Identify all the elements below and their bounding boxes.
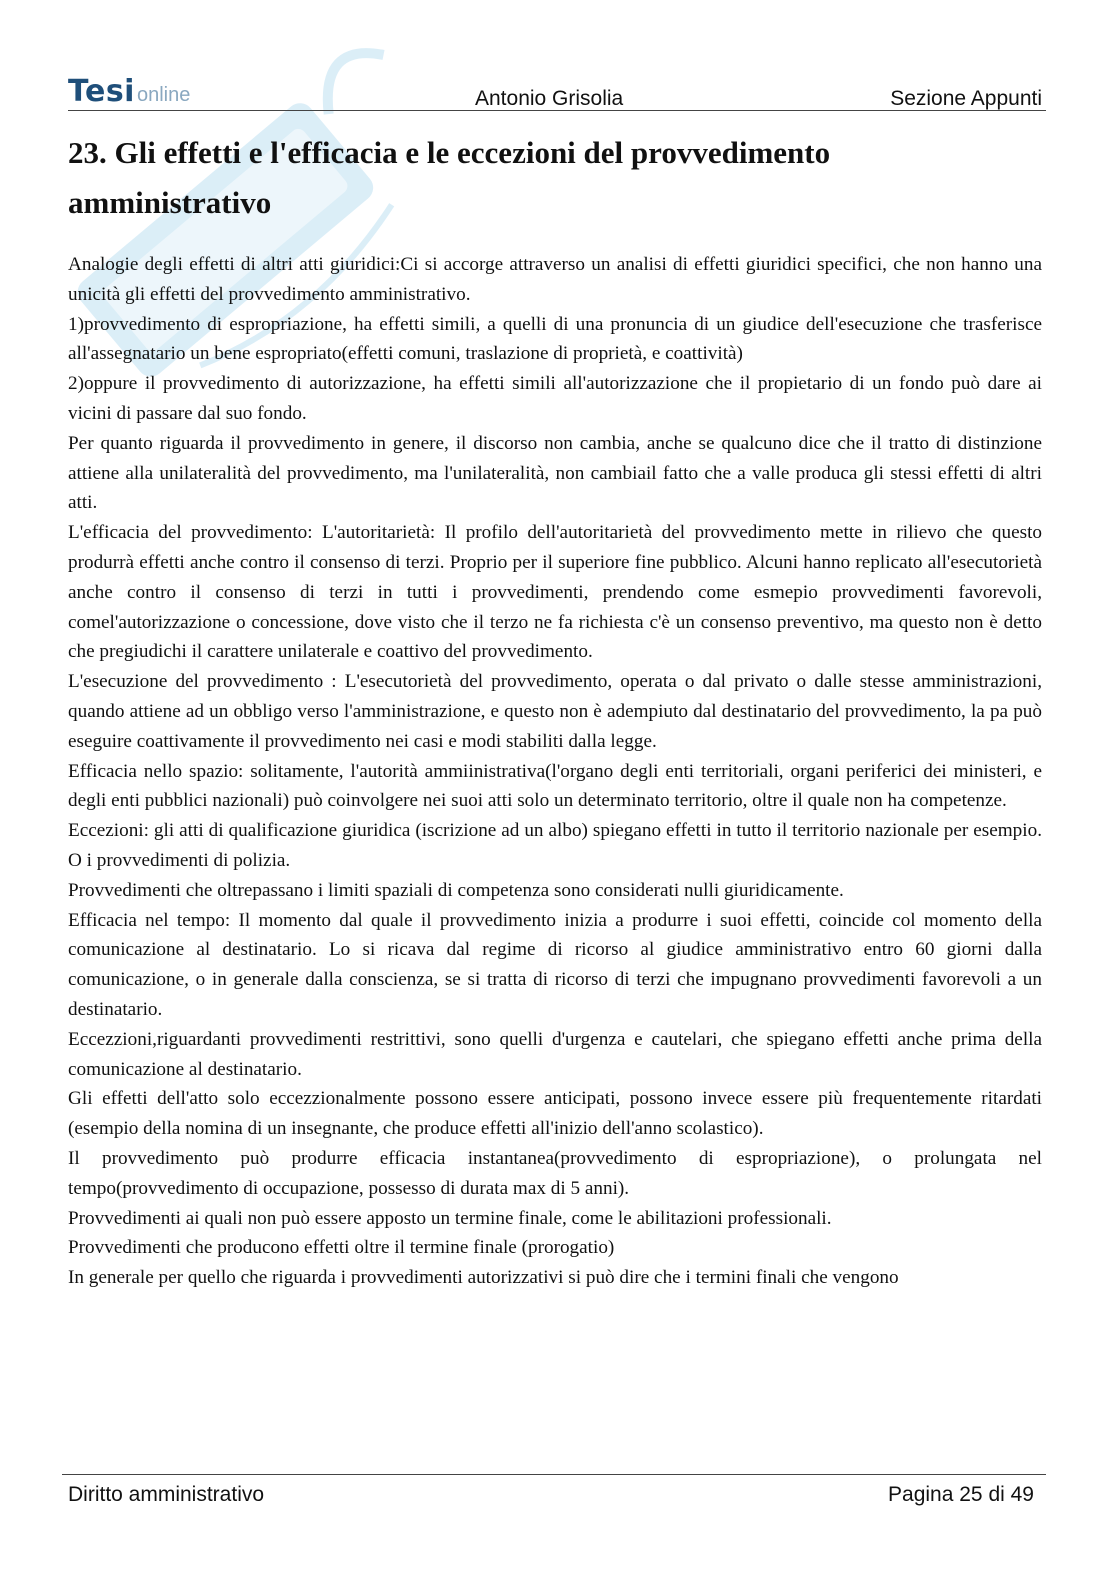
logo-sub-text: online bbox=[136, 84, 191, 106]
tesionline-logo bbox=[68, 74, 190, 108]
page-header bbox=[68, 72, 1048, 112]
paragraph: Efficacia nello spazio: solitamente, l'autorità ammiinistrativa(l'organo degli enti territoriali, organi periferici dei ministeri, e degli enti pubblici nazionali) può coinvolgere nei suoi atti solo un determinato territorio, oltre il quale non ha competenze. bbox=[68, 760, 1042, 812]
header-author: Antonio Grisolia bbox=[475, 87, 624, 110]
header-divider bbox=[68, 110, 1046, 111]
paragraph: Il provvedimento può produrre efficacia instantanea(provvedimento di espropriazione), o prolungata nel tempo(provvedimento di occupazione, possesso di durata max di 5 anni). bbox=[68, 1147, 1042, 1199]
page-number: Pagina 25 di 49 bbox=[888, 1483, 1034, 1506]
paragraph: L'efficacia del provvedimento: L'autoritarietà: Il profilo dell'autoritarietà del provvedimento mette in rilievo che questo produrrà effetti anche contro il consenso di terzi. Proprio per il superiore fine pubblico. Alcuni hanno replicato all'esecutorietà anche contro il consenso di terzi in tutti i provvedimenti, prendendo come esmepio provvedimenti favorevoli, comel'autorizzazione o concessione, dove visto che il terzo ne fa richiesta c'è un consenso preventivo, ma questo non è detto che pregiudichi il carattere unilaterale e coattivo del provvedimento. bbox=[68, 522, 1042, 663]
paragraph: Provvedimenti che oltrepassano i limiti spaziali di competenza sono considerati nulli giuridicamente. bbox=[68, 879, 844, 901]
paragraph: Provvedimenti ai quali non può essere apposto un termine finale, come le abilitazioni professionali. bbox=[68, 1207, 832, 1229]
paragraph: Analogie degli effetti di altri atti giuridici:Ci si accorge attraverso un analisi di effetti giuridici specifici, che non hanno una unicità gli effetti del provvedimento amministrativo. bbox=[68, 254, 1042, 305]
logo-main-text: Tesi bbox=[68, 74, 135, 109]
paragraph: Provvedimenti che producono effetti oltre il termine finale (prorogatio) bbox=[68, 1237, 615, 1259]
paragraph: Gli effetti dell'atto solo eccezzionalmente possono essere anticipati, possono invece essere più frequentemente ritardati (esempio della nomina di un insegnante, che produce effetti all'inizio dell'anno scolastico). bbox=[68, 1088, 1042, 1140]
paragraph: L'esecuzione del provvedimento : L'esecutorietà del provvedimento, operata o dal privato o dalle stesse amministrazioni, quando attiene ad un obbligo verso l'amministrazione, e questo non è adempiuto dal destinatario del provvedimento, la pa può eseguire coattivamente il provvedimento nei casi e modi stabiliti dalla legge. bbox=[68, 671, 1042, 752]
paragraph: Eccezioni: gli atti di qualificazione giuridica (iscrizione ad un albo) spiegano effetti in tutto il territorio nazionale per esempio. O i provvedimenti di polizia. bbox=[68, 820, 1042, 871]
paragraph: Eccezzioni,riguardanti provvedimenti restrittivi, sono quelli d'urgenza e cautelari, che spiegano effetti anche prima della comunicazione al destinatario. bbox=[68, 1028, 1042, 1080]
paragraph: 2)oppure il provvedimento di autorizzazione, ha effetti simili all'autorizzazione che il propietario di un fondo può dare ai vicini di passare dal suo fondo. bbox=[68, 373, 1042, 424]
paragraph: In generale per quello che riguarda i provvedimenti autorizzativi si può dire che i termini finali che vengono bbox=[68, 1267, 899, 1289]
paragraph: 1)provvedimento di espropriazione, ha effetti simili, a quelli di una pronuncia di un giudice dell'esecuzione che trasferisce all'assegnatario un bene espropriato(effetti comuni, traslazione di proprietà, e coattività) bbox=[68, 313, 1042, 365]
footer-divider bbox=[62, 1474, 1046, 1475]
page-footer bbox=[62, 1474, 1046, 1514]
chapter-title: 23. Gli effetti e l'efficacia e le eccezioni del provvedimento amministrativo bbox=[68, 135, 831, 220]
paragraph: Efficacia nel tempo: Il momento dal quale il provvedimento inizia a produrre i suoi effetti, coincide col momento della comunicazione al destinatario. Lo si ricava dal regime di ricorso al giudice amministrativo entro 60 giorni dalla comunicazione, o in generale dalla conscienza, se si tratta di ricorso di terzi che impugnano provvedimenti favorevoli a un destinatario. bbox=[68, 909, 1042, 1020]
paragraph: Per quanto riguarda il provvedimento in genere, il discorso non cambia, anche se qualcuno dice che il tratto di distinzione attiene alla unilateralità del provvedimento, ma l'unilateralità, non cambiail fatto che a valle produca gli stessi effetti di altri atti. bbox=[68, 432, 1042, 514]
body-text bbox=[68, 250, 1042, 1293]
footer-subject: Diritto amministrativo bbox=[68, 1483, 265, 1506]
header-section: Sezione Appunti bbox=[890, 87, 1042, 110]
